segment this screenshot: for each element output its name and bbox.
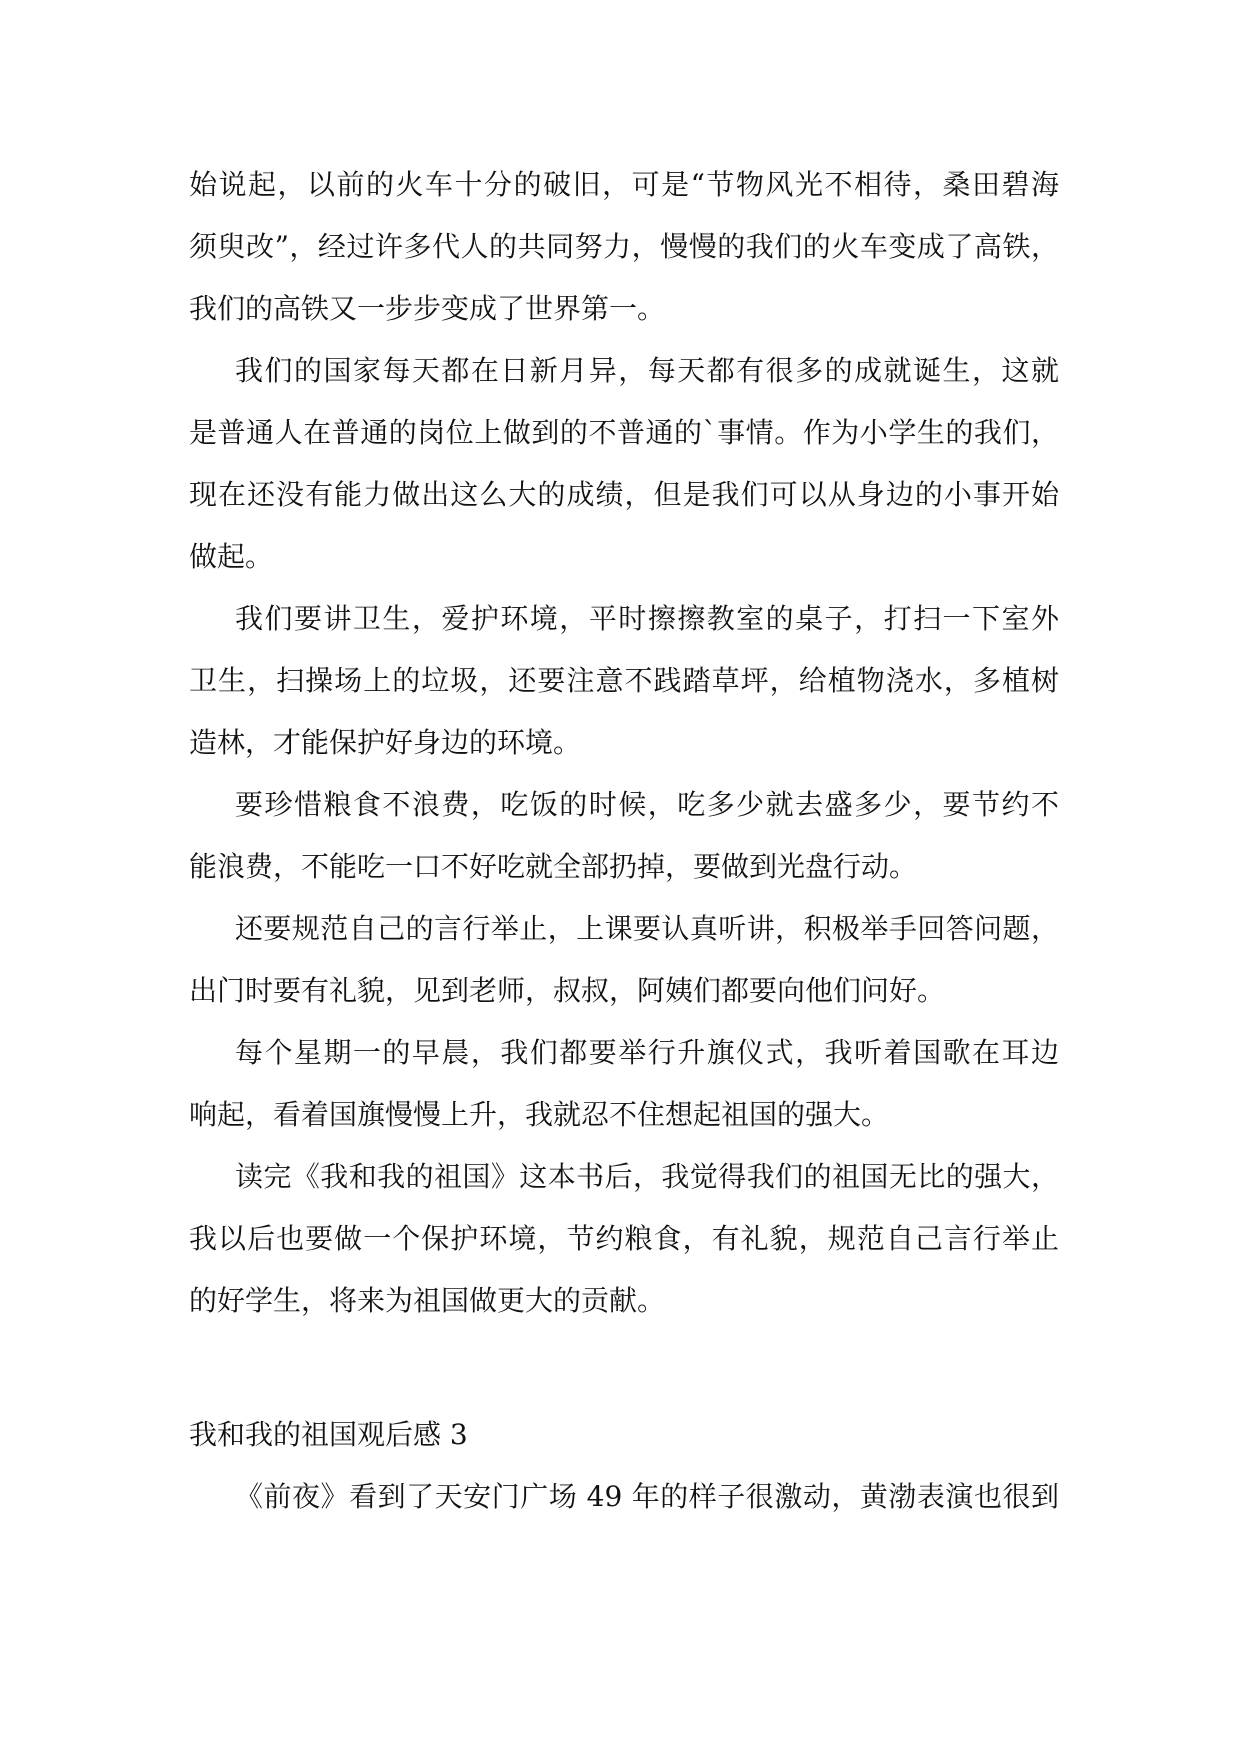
paragraph-line: 卫生，扫操场上的垃圾，还要注意不践踏草坪，给植物浇水，多植树 [189,664,1059,697]
paragraph-line: 现在还没有能力做出这么大的成绩，但是我们可以从身边的小事开始 [189,478,1059,511]
paragraph-line: 的好学生，将来为祖国做更大的贡献。 [189,1284,666,1317]
section-heading: 我和我的祖国观后感 3 [189,1418,468,1451]
paragraph-line: 出门时要有礼貌，见到老师，叔叔，阿姨们都要向他们问好。 [189,974,946,1007]
paragraph-line: 响起，看着国旗慢慢上升，我就忍不住想起祖国的强大。 [189,1098,890,1131]
paragraph-line: 要珍惜粮食不浪费，吃饭的时候，吃多少就去盛多少，要节约不 [235,788,1059,821]
paragraph-line: 读完《我和我的祖国》这本书后，我觉得我们的祖国无比的强大， [235,1160,1059,1193]
paragraph-line: 始说起，以前的火车十分的破旧，可是“节物风光不相待，桑田碧海 [189,168,1059,201]
paragraph-line: 造林，才能保护好身边的环境。 [189,726,582,759]
paragraph-line: 能浪费，不能吃一口不好吃就全部扔掉，要做到光盘行动。 [189,850,918,883]
paragraph-line: 是普通人在普通的岗位上做到的不普通的`事情。作为小学生的我们， [189,416,1059,449]
paragraph-line: 我们的高铁又一步步变成了世界第一。 [189,292,666,325]
paragraph-line: 我们的国家每天都在日新月异，每天都有很多的成就诞生，这就 [235,354,1059,387]
paragraph-line: 我们要讲卫生，爱护环境，平时擦擦教室的桌子，打扫一下室外 [235,602,1059,635]
section-spacer [189,1332,1059,1404]
paragraph-line: 每个星期一的早晨，我们都要举行升旗仪式，我听着国歌在耳边 [235,1036,1059,1069]
paragraph-line: 做起。 [189,540,274,573]
document-body [189,154,1059,1528]
paragraph-line: 还要规范自己的言行举止，上课要认真听讲，积极举手回答问题， [235,912,1059,945]
paragraph-line: 《前夜》看到了天安门广场 49 年的样子很激动，黄渤表演也很到 [235,1480,1059,1513]
paragraph-line: 须臾改”，经过许多代人的共同努力，慢慢的我们的火车变成了高铁， [189,230,1059,263]
paragraph-line: 我以后也要做一个保护环境，节约粮食，有礼貌，规范自己言行举止 [189,1222,1059,1255]
